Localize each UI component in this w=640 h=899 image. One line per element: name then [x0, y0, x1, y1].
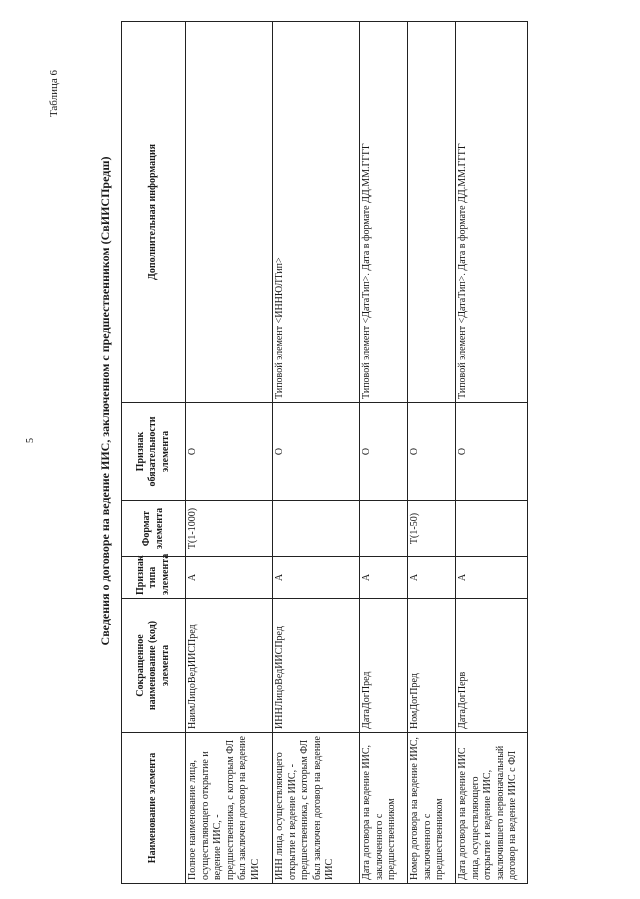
cell-info	[186, 22, 273, 403]
cell-type: А	[360, 557, 408, 599]
cell-format	[456, 501, 528, 557]
cell-info: Типовой элемент <ИННЮЛТип>	[273, 22, 360, 403]
column-header: Наименование элемента	[122, 733, 186, 884]
cell-info: Типовой элемент <ДатаТип>. Дата в формате ДД.ММ.ГГГГ	[360, 22, 408, 403]
cell-name: Номер договора на ведение ИИС, заключенного с предшественником	[408, 733, 456, 884]
cell-format	[360, 501, 408, 557]
table-row	[273, 22, 360, 884]
page-number: 5	[25, 438, 36, 443]
cell-code: ДатаДогПред	[360, 599, 408, 733]
column-header: Сокращенное наименование (код) элемента	[122, 599, 186, 733]
cell-name: Дата договора на ведение ИИС, заключенного с предшественником	[360, 733, 408, 884]
table-row	[360, 22, 408, 884]
cell-type: А	[186, 557, 273, 599]
column-header: Формат элемента	[122, 501, 186, 557]
table-row	[186, 22, 273, 884]
cell-format: Т(1-1000)	[186, 501, 273, 557]
table-row	[408, 22, 456, 884]
cell-required: О	[408, 403, 456, 501]
table-title: Сведения о договоре на ведение ИИС, заключенном с предшественником (СвИИСПредш)	[98, 156, 112, 646]
cell-code: ИННЛицоВедИИСПред	[273, 599, 360, 733]
cell-info: Типовой элемент <ДатаТип>. Дата в формате ДД.ММ.ГГГГ	[456, 22, 528, 403]
cell-type: А	[273, 557, 360, 599]
cell-required: О	[456, 403, 528, 501]
cell-type: А	[408, 557, 456, 599]
cell-code: НомДогПред	[408, 599, 456, 733]
cell-type: А	[456, 557, 528, 599]
cell-name: Полное наименование лица, осуществляющего открытие и ведение ИИС, - предшественника, с которым ФЛ был заключен договор на ведение ИИС	[186, 733, 273, 884]
cell-required: О	[186, 403, 273, 501]
cell-required: О	[360, 403, 408, 501]
cell-format	[273, 501, 360, 557]
cell-name: ИНН лица, осуществляющего открытие и ведение ИИС, - предшественника, с которым ФЛ был заключен договор на ведение ИИС	[273, 733, 360, 884]
elements-table	[121, 21, 528, 884]
cell-code: НаимЛицоВедИИСПред	[186, 599, 273, 733]
cell-format: Т(1-50)	[408, 501, 456, 557]
cell-code: ДатаДогПерв	[456, 599, 528, 733]
column-header: Признак типа элемента	[122, 557, 186, 599]
column-header: Дополнительная информация	[122, 22, 186, 403]
cell-required: О	[273, 403, 360, 501]
table-row	[456, 22, 528, 884]
column-header: Признак обязательности элемента	[122, 403, 186, 501]
table-number: Таблица 6	[48, 70, 60, 118]
table-header-row	[122, 22, 186, 884]
cell-name: Дата договора на ведение ИИС лица, осуществляющего открытие и ведение ИИС, заключившего первоначальный договор на ведение ИИС с ФЛ	[456, 733, 528, 884]
cell-info	[408, 22, 456, 403]
